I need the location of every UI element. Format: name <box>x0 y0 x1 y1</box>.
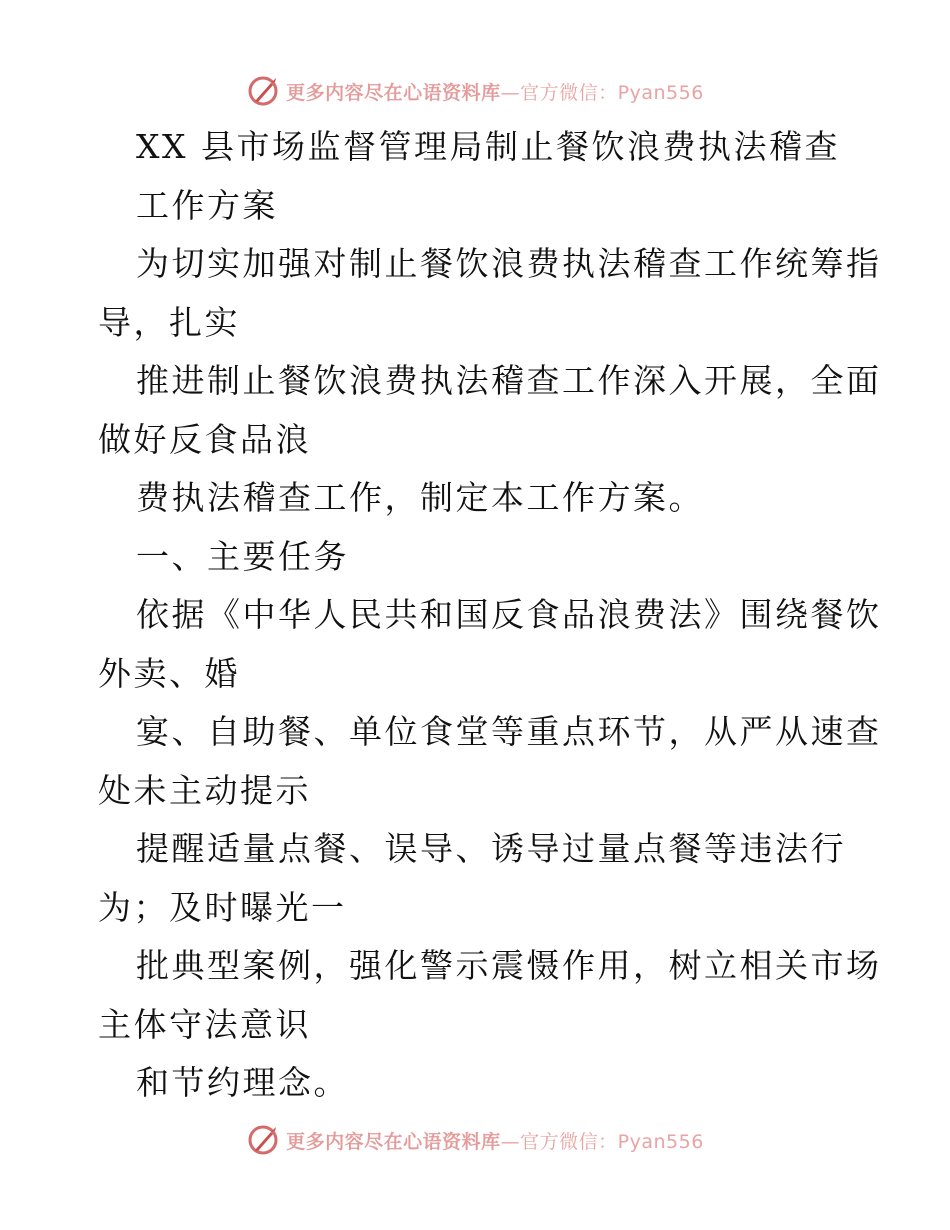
text-line: XX 县市场监督管理局制止餐饮浪费执法稽查 <box>136 127 840 166</box>
text-line: 主体守法意识 <box>98 1004 311 1044</box>
text-line: 为切实加强对制止餐饮浪费执法稽查工作统筹指 <box>136 244 882 283</box>
watermark-separator: — <box>500 81 521 104</box>
footer-watermark <box>0 1120 950 1160</box>
watermark-main-text: 更多内容尽在心语资料库 <box>286 1130 501 1153</box>
text-line: 工作方案 <box>136 185 278 225</box>
watermark-separator: — <box>500 1130 521 1153</box>
watermark-contact-text: 官方微信：Pyan556 <box>520 1130 704 1153</box>
watermark-contact-text: 官方微信：Pyan556 <box>520 81 704 104</box>
text-line: 批典型案例，强化警示震慑作用，树立相关市场 <box>136 946 882 985</box>
text-line: 依据《中华人民共和国反食品浪费法》围绕餐饮 <box>136 595 882 634</box>
text-line: 导，扎实 <box>98 302 240 342</box>
watermark-main-text: 更多内容尽在心语资料库 <box>286 81 501 104</box>
text-line: 处未主动提示 <box>98 770 311 810</box>
text-line: 费执法稽查工作，制定本工作方案。 <box>136 478 704 517</box>
text-line: 和节约理念。 <box>136 1063 349 1102</box>
watermark-text <box>286 1127 704 1154</box>
text-line: 提醒适量点餐、误导、诱导过量点餐等违法行 <box>136 829 846 868</box>
text-line: 一、主要任务 <box>136 536 349 576</box>
watermark-text <box>286 78 704 105</box>
quill-pen-logo-icon <box>246 1123 280 1157</box>
text-line: 宴、自助餐、单位食堂等重点环节，从严从速查 <box>136 712 882 751</box>
header-watermark <box>0 71 950 111</box>
text-line: 做好反食品浪 <box>98 419 311 459</box>
text-line: 为；及时曝光一 <box>98 887 347 927</box>
text-line: 外卖、婚 <box>98 653 240 693</box>
document-body <box>98 118 882 1113</box>
quill-pen-logo-icon <box>246 74 280 108</box>
text-line: 推进制止餐饮浪费执法稽查工作深入开展，全面 <box>136 361 882 400</box>
